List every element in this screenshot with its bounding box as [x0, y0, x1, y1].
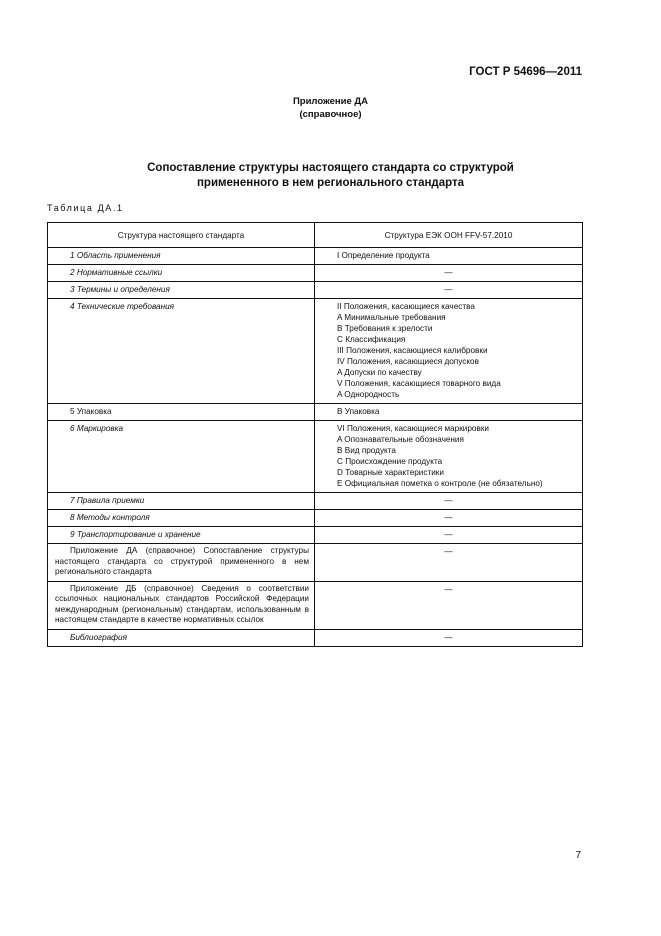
- row-1-left: 1 Область применения: [48, 248, 315, 265]
- row-3-right: —: [315, 282, 583, 299]
- table-row: [48, 510, 583, 527]
- document-heading: [0, 161, 661, 191]
- table-row: [48, 544, 583, 582]
- table-row: [48, 404, 583, 421]
- page-number: 7: [575, 850, 581, 861]
- row-7-right: —: [315, 493, 583, 510]
- standard-number: ГОСТ Р 54696—2011: [469, 66, 582, 78]
- row-2-right: —: [315, 265, 583, 282]
- row-4-right-line: A Минимальные требования: [337, 313, 446, 322]
- row-4-right: [315, 299, 583, 404]
- row-4-right-line: II Положения, касающиеся качества: [337, 302, 475, 311]
- row-6-left: 6 Маркировка: [48, 421, 315, 493]
- row-1-right: I Определение продукта: [315, 248, 583, 265]
- table-row: [48, 248, 583, 265]
- table-header-row: [48, 223, 583, 248]
- table-caption: Таблица ДА.1: [47, 203, 124, 213]
- row-6-right-line: C Происхождение продукта: [337, 457, 443, 466]
- row-6-right-line: E Официальная пометка о контроле (не обязательно): [337, 479, 543, 488]
- row-6-right: [315, 421, 583, 493]
- row-6-right-line: D Товарные характеристики: [337, 468, 444, 477]
- header-right: Структура ЕЭК ООН FFV-57.2010: [315, 223, 583, 248]
- row-5-right: B Упаковка: [315, 404, 583, 421]
- row-3-left: 3 Термины и определения: [48, 282, 315, 299]
- table-row: [48, 581, 583, 629]
- row-10-right: —: [315, 544, 583, 582]
- row-2-left: 2 Нормативные ссылки: [48, 265, 315, 282]
- table-row: [48, 299, 583, 404]
- row-10-left: [48, 544, 315, 582]
- table-row: [48, 527, 583, 544]
- row-12-left: Библиография: [48, 629, 315, 646]
- row-4-right-line: III Положения, касающиеся калибровки: [337, 346, 488, 355]
- row-8-right: —: [315, 510, 583, 527]
- table-row: [48, 282, 583, 299]
- row-9-left: 9 Транспортирование и хранение: [48, 527, 315, 544]
- row-11-left-text: Приложение ДБ (справочное) Сведения о соответствии ссылочных национальных стандартов Российской Федерации международным (региональным) стандартам, использованным в настоящем стандарте в качестве нормативных ссылок: [55, 583, 309, 624]
- row-4-right-line: IV Положения, касающиеся допусков: [337, 357, 479, 366]
- appendix-note: (справочное): [299, 109, 362, 120]
- row-11-right: —: [315, 581, 583, 629]
- header-left: Структура настоящего стандарта: [48, 223, 315, 248]
- row-11-left: [48, 581, 315, 629]
- heading-line-1: Сопоставление структуры настоящего стандарта со структурой: [147, 162, 514, 174]
- row-4-right-line: A Допуски по качеству: [337, 368, 422, 377]
- row-4-right-line: C Классификация: [337, 335, 406, 344]
- table-row: [48, 421, 583, 493]
- table-row: [48, 629, 583, 646]
- row-4-right-line: A Однородность: [337, 390, 400, 399]
- row-10-left-text: Приложение ДА (справочное) Сопоставление структуры настоящего стандарта со структурой примененного в нем регионального стандарта: [55, 546, 309, 576]
- row-12-right: —: [315, 629, 583, 646]
- table-row: [48, 493, 583, 510]
- row-8-left: 8 Методы контроля: [48, 510, 315, 527]
- heading-line-2: примененного в нем регионального стандарта: [196, 177, 465, 189]
- row-6-right-line: A Опознавательные обозначения: [337, 435, 464, 444]
- row-6-right-line: VI Положения, касающиеся маркировки: [337, 424, 489, 433]
- row-4-right-line: V Положения, касающиеся товарного вида: [337, 379, 501, 388]
- row-7-left: 7 Правила приемки: [48, 493, 315, 510]
- row-9-right: —: [315, 527, 583, 544]
- row-6-right-line: B Вид продукта: [337, 446, 396, 455]
- row-4-right-line: B Требования к зрелости: [337, 324, 433, 333]
- row-4-left: 4 Технические требования: [48, 299, 315, 404]
- structure-comparison-table: [47, 222, 583, 647]
- table-row: [48, 265, 583, 282]
- row-5-left: 5 Упаковка: [48, 404, 315, 421]
- appendix-title: Приложение ДА: [292, 96, 369, 107]
